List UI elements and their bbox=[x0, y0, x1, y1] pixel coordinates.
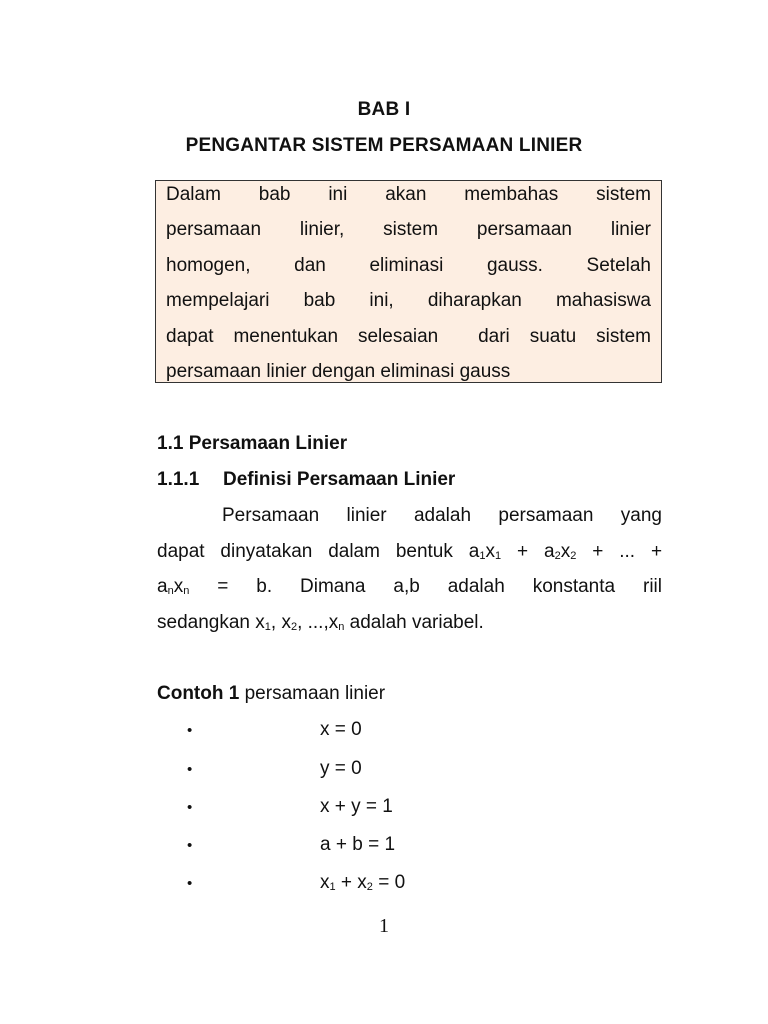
intro-line: persamaan linier, sistem persamaan linier bbox=[166, 219, 651, 240]
definition-line: sedangkan $x_1$, $x_2$, $...,x_n$ adalah variabel. bbox=[157, 612, 484, 633]
section-title: Persamaan Linier bbox=[188, 433, 348, 454]
formula-term: $a_2x_2$ bbox=[544, 541, 577, 562]
intro-box bbox=[155, 180, 662, 383]
subsection-heading bbox=[157, 469, 455, 491]
bullet-icon: • bbox=[187, 761, 193, 778]
example-equation: a + b = 1 bbox=[320, 834, 396, 855]
bullet-icon: • bbox=[187, 875, 193, 892]
bullet-icon: • bbox=[187, 722, 193, 739]
formula-term: $a_nx_n$ bbox=[157, 576, 190, 597]
formula-term: $a_1x_1$ bbox=[468, 541, 502, 562]
example-equation: x + y = 1 bbox=[320, 796, 393, 817]
section-heading bbox=[157, 433, 347, 455]
intro-line: Dalam bab ini akan membahas sistem bbox=[166, 184, 651, 205]
example-caption: persamaan linier bbox=[244, 683, 386, 704]
definition-line: $a_nx_n = b$. Dimana a,b adalah konstanta riil bbox=[157, 576, 663, 597]
bullet-icon: • bbox=[187, 799, 193, 816]
intro-line: dapat menentukan selesaian dari suatu sistem bbox=[166, 326, 651, 347]
intro-line: mempelajari bab ini, diharapkan mahasiswa bbox=[166, 290, 651, 311]
page-number: 1 bbox=[379, 915, 389, 937]
example-equation: y = 0 bbox=[320, 758, 362, 779]
example-label: Contoh 1 bbox=[157, 683, 240, 704]
intro-line: homogen, dan eliminasi gauss. Setelah bbox=[166, 255, 651, 276]
intro-line: persamaan linier dengan eliminasi gauss bbox=[166, 361, 511, 382]
bullet-icon: • bbox=[187, 837, 193, 854]
example-equation: x = 0 bbox=[320, 719, 362, 740]
definition-line: dapat dinyatakan dalam bentuk $a_1x_1 + a_2x_2$ + ... + bbox=[157, 541, 663, 562]
subsection-title: Definisi Persamaan Linier bbox=[223, 469, 456, 490]
chapter-label: BAB I bbox=[357, 99, 411, 120]
chapter-title: PENGANTAR SISTEM PERSAMAAN LINIER bbox=[185, 135, 583, 156]
section-number: 1.1 bbox=[157, 433, 184, 454]
definition-line: Persamaan linier adalah persamaan yang bbox=[222, 505, 662, 526]
example-heading bbox=[157, 683, 385, 705]
example-equation: $x_1 + x_2 = 0$ bbox=[320, 872, 406, 893]
subsection-number: 1.1.1 bbox=[157, 469, 200, 490]
